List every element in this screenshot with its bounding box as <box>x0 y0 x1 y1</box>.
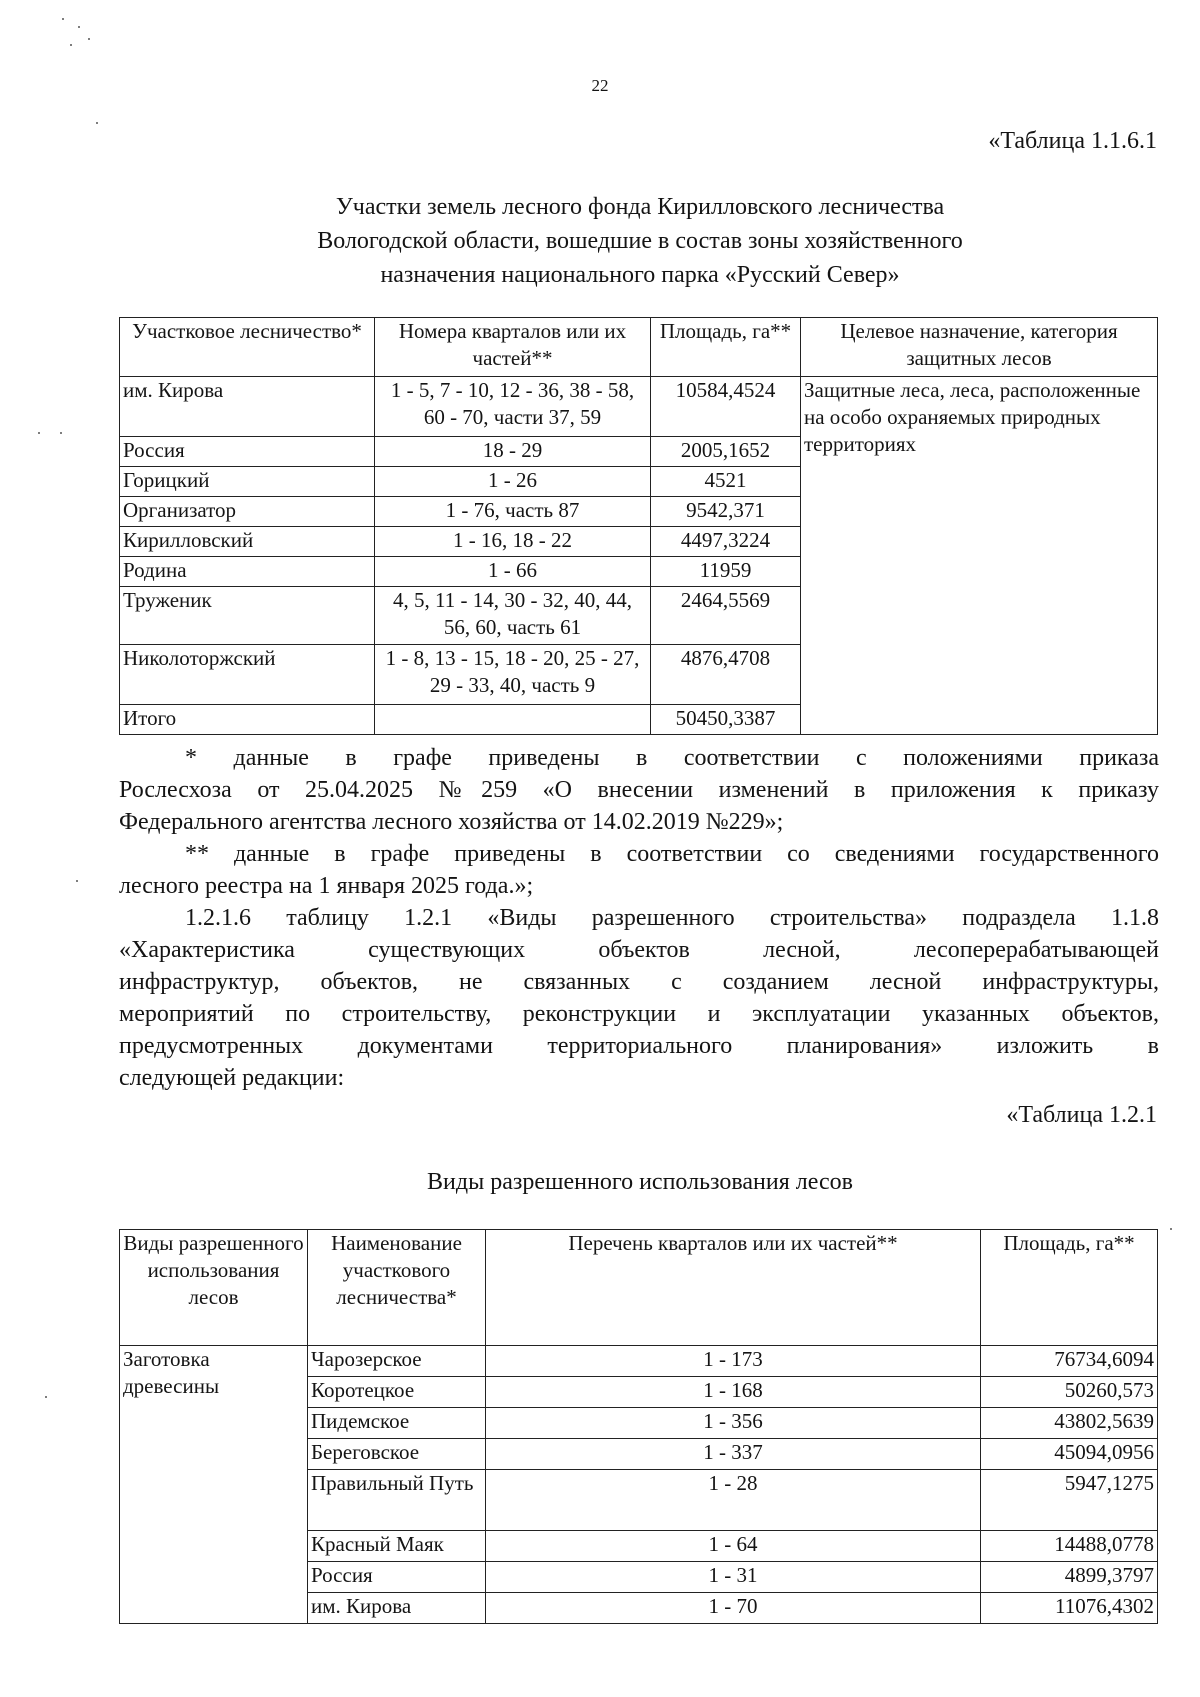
scan-speck <box>1170 1228 1172 1230</box>
forestry-name: Николоторжский <box>120 645 375 705</box>
page-number: 22 <box>591 76 609 95</box>
area: 14488,0778 <box>981 1531 1158 1562</box>
forestry-name: Родина <box>120 557 375 587</box>
table1-label: «Таблица 1.1.6.1 <box>988 128 1157 154</box>
amendment-line: 1.2.1.6 таблицу 1.2.1 «Виды разрешенного строительства» подраздела 1.1.8 <box>185 905 1159 931</box>
forestry-name: Организатор <box>120 497 375 527</box>
table1-caption-line: Вологодской области, вошедшие в состав зоны хозяйственного <box>317 228 963 254</box>
amendment-line: мероприятий по строительству, реконструкции и эксплуатации указанных объектов, <box>119 1001 1159 1027</box>
table2-caption: Виды разрешенного использования лесов <box>427 1169 853 1195</box>
quarters: 1 - 356 <box>486 1408 981 1439</box>
table1-header-cell: Площадь, га** <box>651 318 801 377</box>
quarters: 1 - 76, часть 87 <box>375 497 651 527</box>
table2-header-cell: Перечень кварталов или их частей** <box>486 1230 981 1346</box>
scan-speck <box>60 432 62 434</box>
forestry-name: Россия <box>120 437 375 467</box>
forestry-name: Чарозерское <box>308 1346 486 1377</box>
table2-label: «Таблица 1.2.1 <box>1006 1102 1157 1128</box>
table2-header-cell: Наименование участкового лесничества* <box>308 1230 486 1346</box>
amendment-line: инфраструктур, объектов, не связанных с созданием лесной инфраструктуры, <box>119 969 1159 995</box>
scan-speck <box>45 1396 47 1398</box>
area: 45094,0956 <box>981 1439 1158 1470</box>
quarters: 1 - 66 <box>375 557 651 587</box>
table-row <box>120 377 1158 437</box>
forestry-name: Россия <box>308 1562 486 1593</box>
table2-header-cell: Виды разрешенного использования лесов <box>120 1230 308 1346</box>
quarters: 1 - 64 <box>486 1531 981 1562</box>
table1-header-cell: Номера кварталов или их частей** <box>375 318 651 377</box>
area: 10584,4524 <box>651 377 801 437</box>
quarters: 1 - 5, 7 - 10, 12 - 36, 38 - 58, 60 - 70, части 37, 59 <box>375 377 651 437</box>
scan-speck <box>38 432 40 434</box>
amendment-line: предусмотренных документами территориального планирования» изложить в <box>119 1033 1159 1059</box>
table1-caption-line: Участки земель лесного фонда Кирилловского лесничества <box>335 194 945 220</box>
forestry-name: им. Кирова <box>120 377 375 437</box>
forestry-name: Правильный Путь <box>308 1470 486 1531</box>
footnote-line: Рослесхоза от 25.04.2025 №259 «О внесении изменений в приложения к приказу <box>119 777 1159 803</box>
amendment-line: следующей редакции: <box>119 1065 345 1091</box>
forestry-name: Красный Маяк <box>308 1531 486 1562</box>
scan-speck <box>78 26 80 28</box>
area: 11959 <box>651 557 801 587</box>
footnote-line: лесного реестра на 1 января 2025 года.»; <box>119 873 534 899</box>
area: 43802,5639 <box>981 1408 1158 1439</box>
footnotes <box>119 742 1159 1094</box>
quarters: 1 - 168 <box>486 1377 981 1408</box>
table1-caption-line: назначения национального парка «Русский Север» <box>380 262 900 288</box>
area: 9542,371 <box>651 497 801 527</box>
table2 <box>119 1229 1158 1624</box>
quarters: 1 - 31 <box>486 1562 981 1593</box>
footnote-line: ** данные в графе приведены в соответствии со сведениями государственного <box>185 841 1159 867</box>
area: 2464,5569 <box>651 587 801 645</box>
area: 76734,6094 <box>981 1346 1158 1377</box>
quarters: 18 - 29 <box>375 437 651 467</box>
scan-speck <box>76 880 78 882</box>
quarters: 1 - 173 <box>486 1346 981 1377</box>
forestry-name: Горицкий <box>120 467 375 497</box>
area: 4899,3797 <box>981 1562 1158 1593</box>
table1-header-cell: Участковое лесничество* <box>120 318 375 377</box>
total-label: Итого <box>120 705 375 735</box>
footnote-line: Федерального агентства лесного хозяйства от 14.02.2019 №229»; <box>119 809 784 835</box>
area: 50260,573 <box>981 1377 1158 1408</box>
use-type-cell: Заготовка древесины <box>120 1346 308 1624</box>
table-row <box>120 1346 1158 1377</box>
scan-speck <box>96 122 98 124</box>
forestry-name: Кирилловский <box>120 527 375 557</box>
scan-speck <box>88 38 90 40</box>
quarters: 1 - 26 <box>375 467 651 497</box>
quarters: 1 - 8, 13 - 15, 18 - 20, 25 - 27, 29 - 33, 40, часть 9 <box>375 645 651 705</box>
total-area: 50450,3387 <box>651 705 801 735</box>
quarters: 1 - 28 <box>486 1470 981 1531</box>
quarters: 1 - 337 <box>486 1439 981 1470</box>
purpose-cell: Защитные леса, леса, расположенные на особо охраняемых природных территориях <box>801 377 1158 735</box>
quarters: 1 - 70 <box>486 1593 981 1624</box>
quarters <box>375 705 651 735</box>
footnote-line: * данные в графе приведены в соответствии с положениями приказа <box>185 745 1159 771</box>
quarters: 1 - 16, 18 - 22 <box>375 527 651 557</box>
table1 <box>119 317 1158 735</box>
table2-header-cell: Площадь, га** <box>981 1230 1158 1346</box>
forestry-name: им. Кирова <box>308 1593 486 1624</box>
forestry-name: Пидемское <box>308 1408 486 1439</box>
area: 11076,4302 <box>981 1593 1158 1624</box>
area: 5947,1275 <box>981 1470 1158 1531</box>
area: 4497,3224 <box>651 527 801 557</box>
area: 2005,1652 <box>651 437 801 467</box>
forestry-name: Береговское <box>308 1439 486 1470</box>
scan-speck <box>62 18 64 20</box>
scan-speck <box>70 44 72 46</box>
forestry-name: Коротецкое <box>308 1377 486 1408</box>
table1-header-cell: Целевое назначение, категория защитных лесов <box>801 318 1158 377</box>
amendment-line: «Характеристика существующих объектов лесной, лесоперерабатывающей <box>119 937 1159 963</box>
quarters: 4, 5, 11 - 14, 30 - 32, 40, 44, 56, 60, часть 61 <box>375 587 651 645</box>
table1-caption <box>120 190 1160 292</box>
area: 4521 <box>651 467 801 497</box>
forestry-name: Труженик <box>120 587 375 645</box>
area: 4876,4708 <box>651 645 801 705</box>
